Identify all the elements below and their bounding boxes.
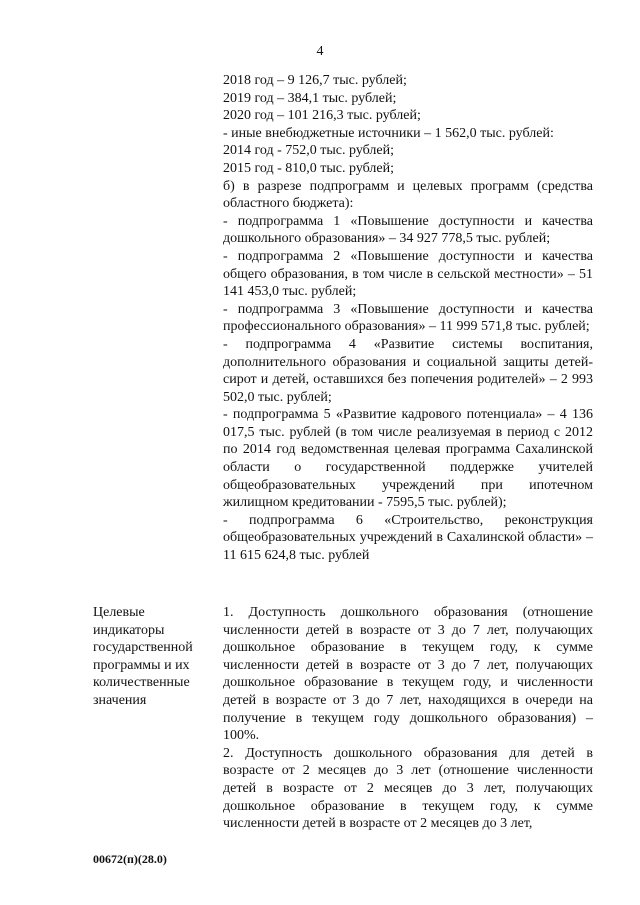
- page-number: 4: [316, 44, 324, 59]
- finance-line: 2015 год - 810,0 тыс. рублей;: [223, 160, 395, 176]
- finance-line: 2018 год – 9 126,7 тыс. рублей;: [223, 73, 407, 88]
- indicator-item: 1. Доступность дошкольного образования (отношение численности детей в возрасте от 3 до 7 лет, получающих дошкольное образование в текущем году, к сумме численности детей в возрасте от 3 до 7 лет, получающих дошкольное образование в текущем году, и численности детей в возрасте от 3 до 7 лет, находящихся в очереди на получение в текущем году дошкольного образования) – 100%.: [223, 605, 593, 744]
- indicators-label: Целевые индикаторы государственной программы и их количественные значения: [93, 605, 193, 708]
- subprogram-4: - подпрограмма 4 «Развитие системы воспитания, дополнительного образования и социальной защиты детей-сирот и детей, оставшихся без попечения родителей» – 2 993 502,0 тыс. рублей;: [223, 336, 593, 405]
- subprogram-1: - подпрограмма 1 «Повышение доступности и качества дошкольного образования» – 34 927 778,5 тыс. рублей;: [223, 213, 593, 247]
- finance-line: - иные внебюджетные источники – 1 562,0 тыс. рублей:: [223, 125, 554, 141]
- subprogram-3: - подпрограмма 3 «Повышение доступности и качества профессионального образования» – 11 999 571,8 тыс. рублей;: [223, 301, 593, 335]
- document-code: 00672(п)(28.0): [93, 852, 167, 866]
- finance-line: 2020 год – 101 216,3 тыс. рублей;: [223, 108, 421, 124]
- indicators-section: [223, 604, 593, 833]
- subprogram-6: - подпрограмма 6 «Строительство, реконструкция общеобразовательных учреждений в Сахалинской области» – 11 615 624,8 тыс. рублей: [223, 512, 593, 564]
- finance-line: 2019 год – 384,1 тыс. рублей;: [223, 90, 397, 106]
- subprogram-2: - подпрограмма 2 «Повышение доступности и качества общего образования, в том числе в сельской местности» – 51 141 453,0 тыс. рублей;: [223, 248, 593, 300]
- finance-line: 2014 год - 752,0 тыс. рублей;: [223, 143, 395, 159]
- subprogram-breakdown-intro: б) в разрезе подпрограмм и целевых программ (средства областного бюджета):: [223, 178, 593, 212]
- subprogram-5: - подпрограмма 5 «Развитие кадрового потенциала» – 4 136 017,5 тыс. рублей (в том числе реализуемая в период с 2012 по 2014 год ведомственная целевая программа Сахалинской области о государственной поддержке учителей общеобразовательных учреждений при ипотечном жилищном кредитовании - 7595,5 тыс. рублей);: [223, 407, 593, 511]
- financing-section: [223, 72, 593, 565]
- indicator-item: 2. Доступность дошкольного образования для детей в возрасте от 2 месяцев до 3 лет (отношение численности детей в возрасте от 2 месяцев до 3 лет, получающих дошкольное образование в текущем году, к сумме численности детей в возрасте от 2 месяцев до 3 лет,: [223, 745, 593, 832]
